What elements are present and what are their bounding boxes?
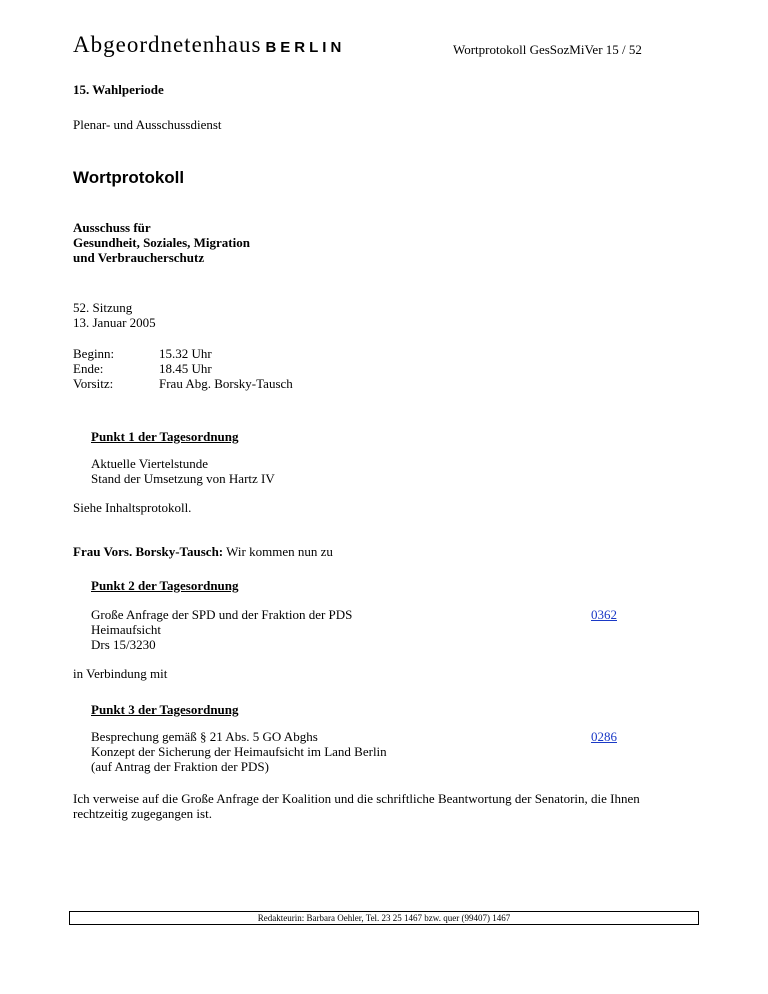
committee-line: Gesundheit, Soziales, Migration — [73, 235, 250, 250]
parliament-logo — [73, 32, 346, 57]
legislative-period: 15. Wahlperiode — [73, 82, 164, 97]
committee-line: Ausschuss für — [73, 220, 151, 235]
document-reference: Wortprotokoll GesSozMiVer 15 / 52 — [453, 42, 642, 57]
detail-label: Vorsitz: — [73, 376, 114, 391]
session-info — [73, 300, 156, 330]
agenda-line: Stand der Umsetzung von Hartz IV — [91, 471, 275, 486]
agenda-item-2-body — [91, 607, 352, 652]
detail-value: 18.45 Uhr — [159, 361, 212, 376]
detail-row — [73, 376, 293, 391]
agenda-item-3-heading: Punkt 3 der Tagesordnung — [91, 702, 239, 717]
logo-city: BERLIN — [265, 39, 346, 56]
detail-row — [73, 361, 293, 376]
editor-footer: Redakteurin: Barbara Oehler, Tel. 23 25 1467 bzw. quer (99407) 1467 — [69, 911, 699, 925]
agenda-line: Große Anfrage der SPD und der Fraktion der PDS — [91, 607, 353, 622]
logo-name: Abgeordnetenhaus — [73, 32, 262, 57]
closing-paragraph — [73, 791, 640, 821]
agenda-item-1-heading: Punkt 1 der Tagesordnung — [91, 429, 239, 444]
agenda-item-2-ref-link[interactable]: 0362 — [591, 607, 617, 622]
detail-value: 15.32 Uhr — [159, 346, 212, 361]
closing-line: Ich verweise auf die Große Anfrage der Koalition und die schriftliche Beantwortung der Senatorin, die Ihnen — [73, 791, 640, 806]
session-details — [73, 346, 293, 391]
detail-row — [73, 346, 293, 361]
session-date: 13. Januar 2005 — [73, 315, 156, 330]
detail-value: Frau Abg. Borsky-Tausch — [159, 376, 293, 391]
agenda-line: Aktuelle Viertelstunde — [91, 456, 209, 471]
service-department: Plenar- und Ausschussdienst — [73, 117, 222, 132]
detail-label: Ende: — [73, 361, 104, 376]
agenda-item-1-note: Siehe Inhaltsprotokoll. — [73, 500, 192, 515]
agenda-item-3-body — [91, 729, 387, 774]
agenda-line: Konzept der Sicherung der Heimaufsicht im Land Berlin — [91, 744, 387, 759]
detail-label: Beginn: — [73, 346, 115, 361]
agenda-item-3-ref-link[interactable]: 0286 — [591, 729, 617, 744]
committee-name — [73, 220, 250, 265]
agenda-item-2-heading: Punkt 2 der Tagesordnung — [91, 578, 239, 593]
speaker-name: Frau Vors. Borsky-Tausch: — [73, 544, 224, 559]
agenda-line: Besprechung gemäß § 21 Abs. 5 GO Abghs — [91, 729, 318, 744]
committee-line: und Verbraucherschutz — [73, 250, 205, 265]
speaker-statement — [73, 544, 333, 559]
agenda-line: Drs 15/3230 — [91, 637, 156, 652]
speaker-text: Wir kommen nun zu — [226, 544, 333, 559]
page-title: Wortprotokoll — [73, 168, 185, 187]
agenda-line: (auf Antrag der Fraktion der PDS) — [91, 759, 269, 774]
agenda-line: Heimaufsicht — [91, 622, 162, 637]
session-number: 52. Sitzung — [73, 300, 133, 315]
agenda-item-1-body — [91, 456, 275, 486]
closing-line: rechtzeitig zugegangen ist. — [73, 806, 212, 821]
connector-text: in Verbindung mit — [73, 666, 168, 681]
